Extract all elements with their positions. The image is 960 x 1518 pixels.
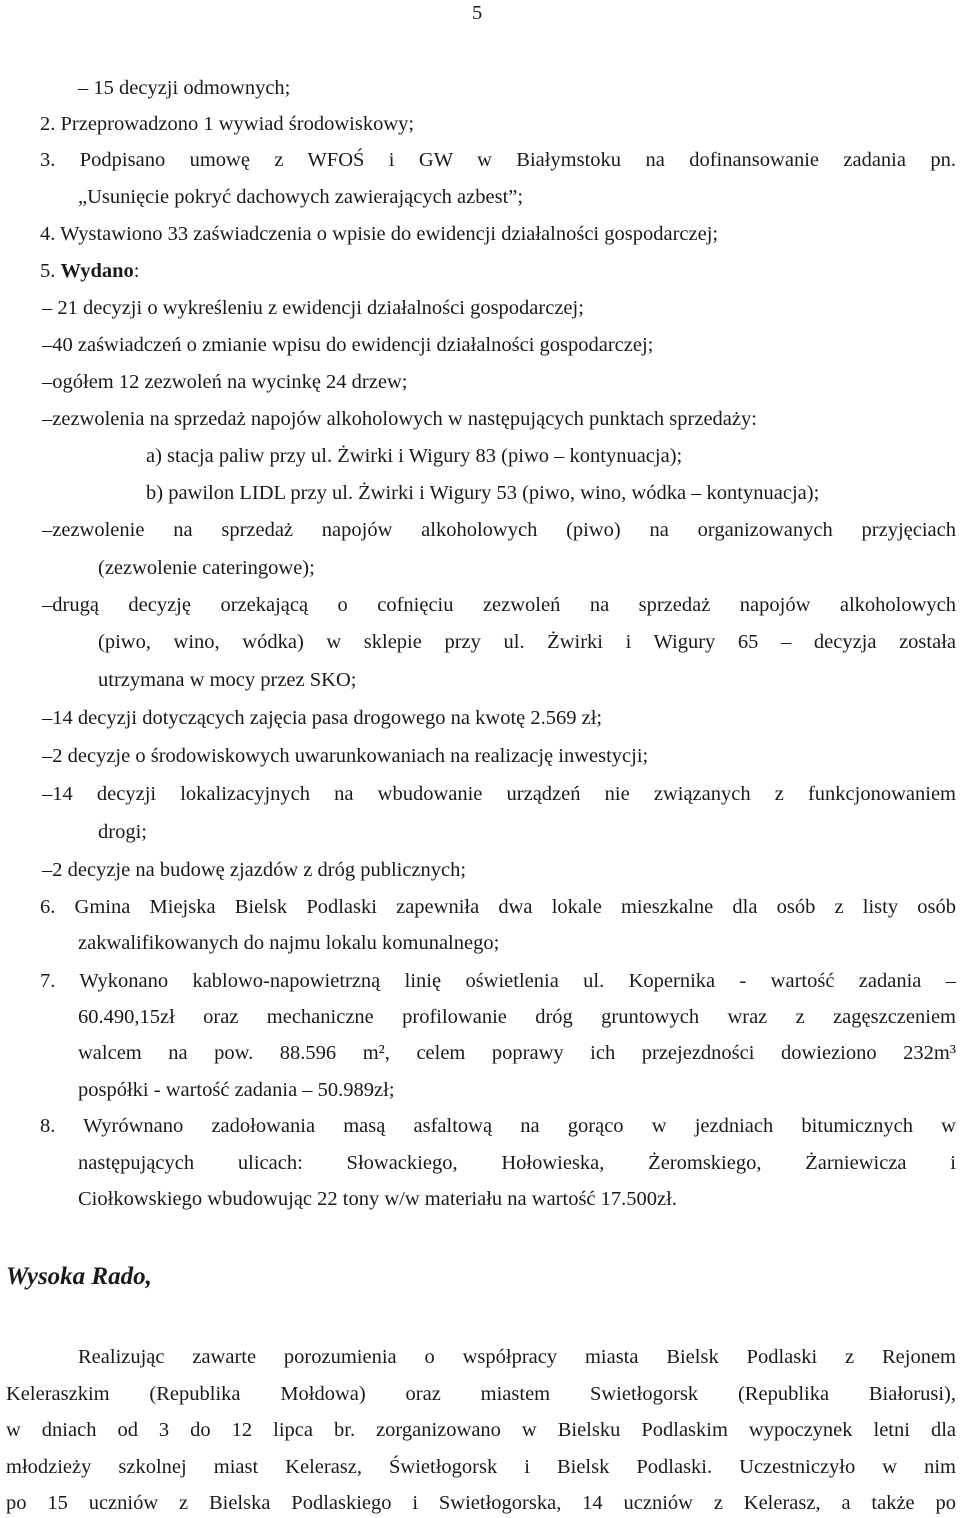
list-item: (piwo, wino, wódka) w sklepie przy ul. Żwirki i Wigury 65 – decyzja została <box>98 631 956 653</box>
list-item: a) stacja paliw przy ul. Żwirki i Wigury 83 (piwo – kontynuacja); <box>146 445 683 467</box>
list-item: (zezwolenie cateringowe); <box>98 557 315 579</box>
section-heading: Wysoka Rado, <box>6 1263 152 1290</box>
list-item: –2 decyzje o środowiskowych uwarunkowaniach na realizację inwestycji; <box>42 745 649 767</box>
list-item: utrzymana w mocy przez SKO; <box>98 669 357 691</box>
list-item: 7. Wykonano kablowo-napowietrzną linię oświetlenia ul. Kopernika - wartość zadania – <box>40 970 956 992</box>
list-item: –zezwolenia na sprzedaż napojów alkoholowych w następujących punktach sprzedaży: <box>42 408 757 430</box>
list-item <box>40 258 140 284</box>
list-item: –drugą decyzję orzekającą o cofnięciu zezwoleń na sprzedaż napojów alkoholowych <box>42 594 956 616</box>
list-item: –ogółem 12 zezwoleń na wycinkę 24 drzew; <box>42 371 408 393</box>
list-item: drogi; <box>98 821 147 843</box>
list-text: : <box>133 260 140 282</box>
paragraph-line: Keleraszkim (Republika Mołdowa) oraz miastem Swietłogorsk (Republika Białorusi), <box>6 1383 956 1405</box>
list-item: 2. Przeprowadzono 1 wywiad środowiskowy; <box>40 113 415 135</box>
list-item: zakwalifikowanych do najmu lokalu komunalnego; <box>78 932 500 954</box>
list-item: – 15 decyzji odmownych; <box>78 77 291 99</box>
list-item: walcem na pow. 88.596 m², celem poprawy ich przejezdności dowieziono 232m³ <box>78 1042 956 1064</box>
paragraph-line: w dniach od 3 do 12 lipca br. zorganizowano w Bielsku Podlaskim wypoczynek letni dla <box>6 1419 956 1441</box>
list-item: –zezwolenie na sprzedaż napojów alkoholowych (piwo) na organizowanych przyjęciach <box>42 519 956 541</box>
list-item: 8. Wyrównano zadołowania masą asfaltową na gorąco w jezdniach bitumicznych w <box>40 1115 956 1137</box>
list-item: – 21 decyzji o wykreśleniu z ewidencji działalności gospodarczej; <box>42 297 584 319</box>
list-item: 6. Gmina Miejska Bielsk Podlaski zapewniła dwa lokale mieszkalne dla osób z listy osób <box>40 896 956 918</box>
list-item: –2 decyzje na budowę zjazdów z dróg publicznych; <box>42 859 467 881</box>
list-number: 5. <box>40 260 56 282</box>
list-item: –14 decyzji lokalizacyjnych na wbudowanie urządzeń nie związanych z funkcjonowaniem <box>42 783 956 805</box>
list-item: pospółki - wartość zadania – 50.989zł; <box>78 1079 395 1101</box>
list-item: 60.490,15zł oraz mechaniczne profilowanie dróg gruntowych wraz z zagęszczeniem <box>78 1006 956 1028</box>
paragraph-line: po 15 uczniów z Bielska Podlaskiego i Swietłogorska, 14 uczniów z Kelerasz, a także po <box>6 1492 956 1514</box>
bold-label: Wydano <box>60 260 134 282</box>
list-item: „Usunięcie pokryć dachowych zawierających azbest”; <box>78 186 524 208</box>
paragraph-line: Realizując zawarte porozumienia o współpracy miasta Bielsk Podlaski z Rejonem <box>78 1346 956 1368</box>
list-item: b) pawilon LIDL przy ul. Żwirki i Wigury 53 (piwo, wino, wódka – kontynuacja); <box>146 482 820 504</box>
list-item: 3. Podpisano umowę z WFOŚ i GW w Białymstoku na dofinansowanie zadania pn. <box>40 149 956 171</box>
list-item: Ciołkowskiego wbudowując 22 tony w/w materiału na wartość 17.500zł. <box>78 1188 677 1210</box>
paragraph-line: młodzieży szkolnej miast Kelerasz, Świetłogorsk i Bielsk Podlaski. Uczestniczyło w nim <box>6 1456 956 1478</box>
list-item: –40 zaświadczeń o zmianie wpisu do ewidencji działalności gospodarczej; <box>42 334 654 356</box>
page-number: 5 <box>472 2 483 24</box>
list-item: –14 decyzji dotyczących zajęcia pasa drogowego na kwotę 2.569 zł; <box>42 707 603 729</box>
list-item: 4. Wystawiono 33 zaświadczenia o wpisie do ewidencji działalności gospodarczej; <box>40 223 719 245</box>
list-item: następujących ulicach: Słowackiego, Hołowieska, Żeromskiego, Żarniewicza i <box>78 1152 956 1174</box>
